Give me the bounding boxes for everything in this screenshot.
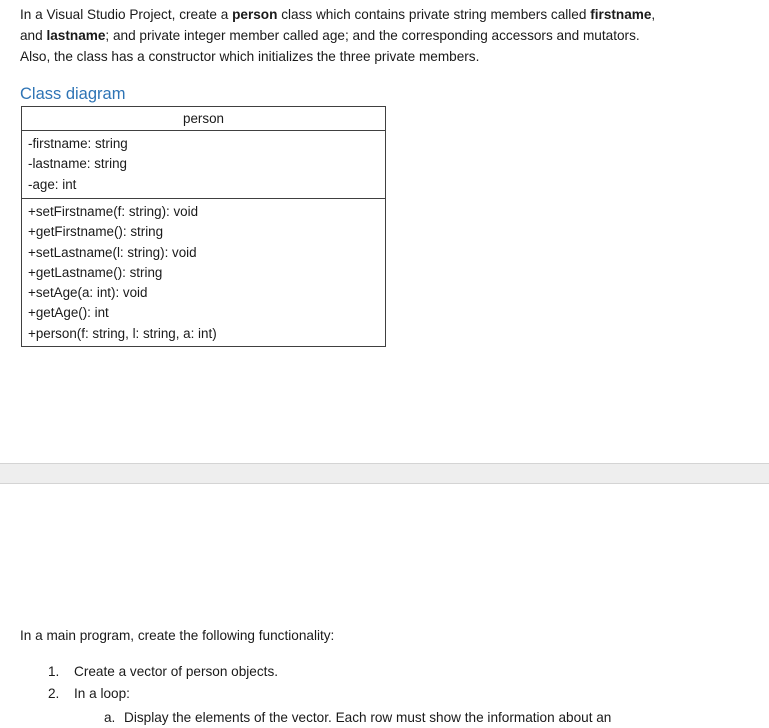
main-program-intro: In a main program, create the following functionality:: [20, 628, 335, 643]
intro-text-1: In a Visual Studio Project, create a: [20, 7, 233, 22]
sub-step-letter: a.: [104, 710, 116, 725]
page-break-gap: [0, 463, 769, 484]
intro-text-6: Also, the class has a constructor which initializes the three private members.: [20, 49, 480, 64]
class-diagram-heading: Class diagram: [20, 85, 126, 103]
list-item: [48, 683, 278, 705]
step-text: Create a vector of person objects.: [74, 664, 279, 679]
step-text: In a loop:: [74, 686, 130, 701]
step-number: 2.: [48, 686, 60, 701]
uml-attribute: -age: int: [28, 176, 77, 192]
uml-class-box: [21, 106, 386, 347]
uml-attribute: -lastname: string: [28, 156, 127, 172]
intro-text-4: and: [20, 28, 47, 43]
uml-method: +getFirstname(): string: [28, 224, 164, 240]
intro-bold-lastname: lastname: [46, 28, 106, 43]
intro-text-5: ; and private integer member called age; and the corresponding accessors and mutators.: [105, 28, 640, 43]
list-item: [48, 661, 278, 683]
uml-methods: [22, 198, 385, 346]
uml-method: +setAge(a: int): void: [28, 285, 148, 301]
uml-method: +getLastname(): string: [28, 264, 163, 280]
uml-attributes: [22, 131, 385, 198]
intro-paragraph: [20, 4, 750, 67]
sub-step-text-cut-off: Display the elements of the vector. Each row must show the information about an: [124, 710, 612, 725]
page-2: [0, 484, 769, 725]
uml-method: +setFirstname(f: string): void: [28, 204, 199, 219]
uml-method: +getAge(): int: [28, 305, 109, 321]
uml-method: +setLastname(l: string): void: [28, 244, 197, 260]
intro-bold-person: person: [232, 7, 278, 22]
intro-text-2: class which contains private string members called: [277, 7, 591, 22]
intro-bold-firstname: firstname: [590, 7, 652, 22]
uml-class-name: person: [22, 107, 385, 131]
uml-method: +person(f: string, l: string, a: int): [28, 325, 217, 341]
intro-text-3: ,: [651, 7, 656, 22]
uml-attribute: -firstname: string: [28, 136, 128, 151]
step-number: 1.: [48, 664, 60, 679]
steps-list: [48, 661, 278, 705]
